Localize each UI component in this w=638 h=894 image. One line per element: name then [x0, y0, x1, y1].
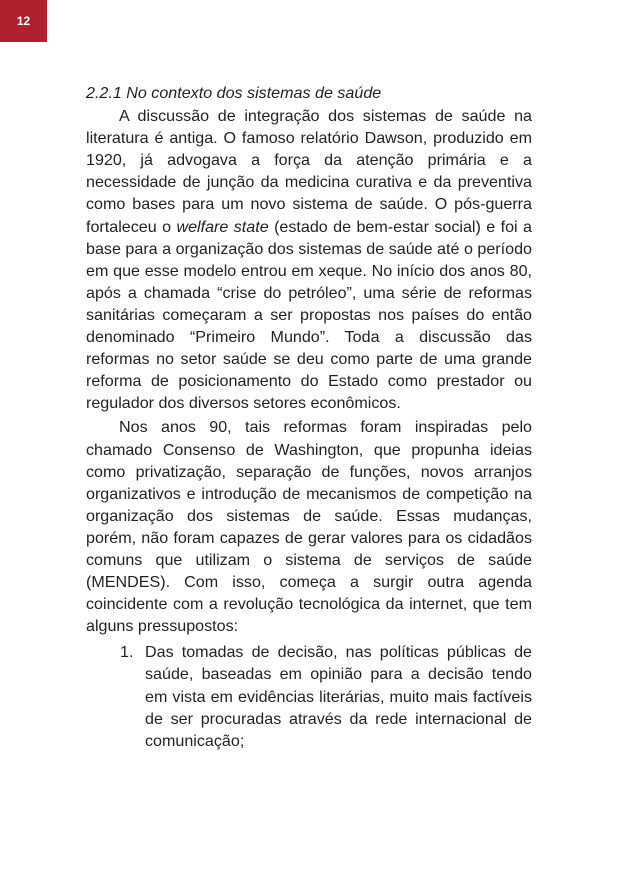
list-item — [86, 641, 532, 751]
page-number: 12 — [16, 14, 31, 28]
page-number-tab — [0, 0, 47, 42]
paragraph-1-italic-term: welfare state — [176, 217, 269, 236]
paragraph-1-text-b: (estado de bem-estar social) e foi a base para a organização dos sistemas de saúde até o período em que esse modelo entrou em xeque. No início dos anos 80, após a chamada “crise do petróleo”, uma série de reformas sanitárias começaram a ser propostas nos países do então denominado “Primeiro Mundo”. Toda a discussão das reformas no setor saúde se deu como parte de uma grande reforma de posicionamento do Estado como prestador ou regulador dos diversos setores econômicos. — [86, 217, 532, 413]
list-item-number: 1. — [120, 643, 134, 662]
paragraph-1-text-a: A discussão de integração dos sistemas de saúde na literatura é antiga. O famoso relatório Dawson, produzido em 1920, já advogava a força da atenção primária e a necessidade de junção da medicina curativa e da preventiva como bases para um novo sistema de saúde. O pós-guerra fortaleceu o — [86, 107, 532, 236]
paragraph-1 — [86, 105, 532, 414]
page-content — [86, 82, 532, 752]
list-item-text: Das tomadas de decisão, nas políticas públicas de saúde, baseadas em opinião para a decisão tendo em vista em evidências literárias, muito mais factíveis de ser procuradas através da rede internacional de comunicação; — [145, 643, 532, 750]
assumptions-list — [86, 641, 532, 751]
paragraph-2: Nos anos 90, tais reformas foram inspiradas pelo chamado Consenso de Washington, que propunha ideias como privatização, separação de funções, novos arranjos organizativos e introdução de mecanismos de competição na organização dos sistemas de saúde. Essas mudanças, porém, não foram capazes de gerar valores para os cidadãos comuns que utilizam o sistema de serviços de saúde (MENDES). Com isso, começa a surgir outra agenda coincidente com a revolução tecnológica da internet, que tem alguns pressupostos: — [86, 418, 532, 636]
section-heading: 2.2.1 No contexto dos sistemas de saúde — [86, 84, 382, 102]
